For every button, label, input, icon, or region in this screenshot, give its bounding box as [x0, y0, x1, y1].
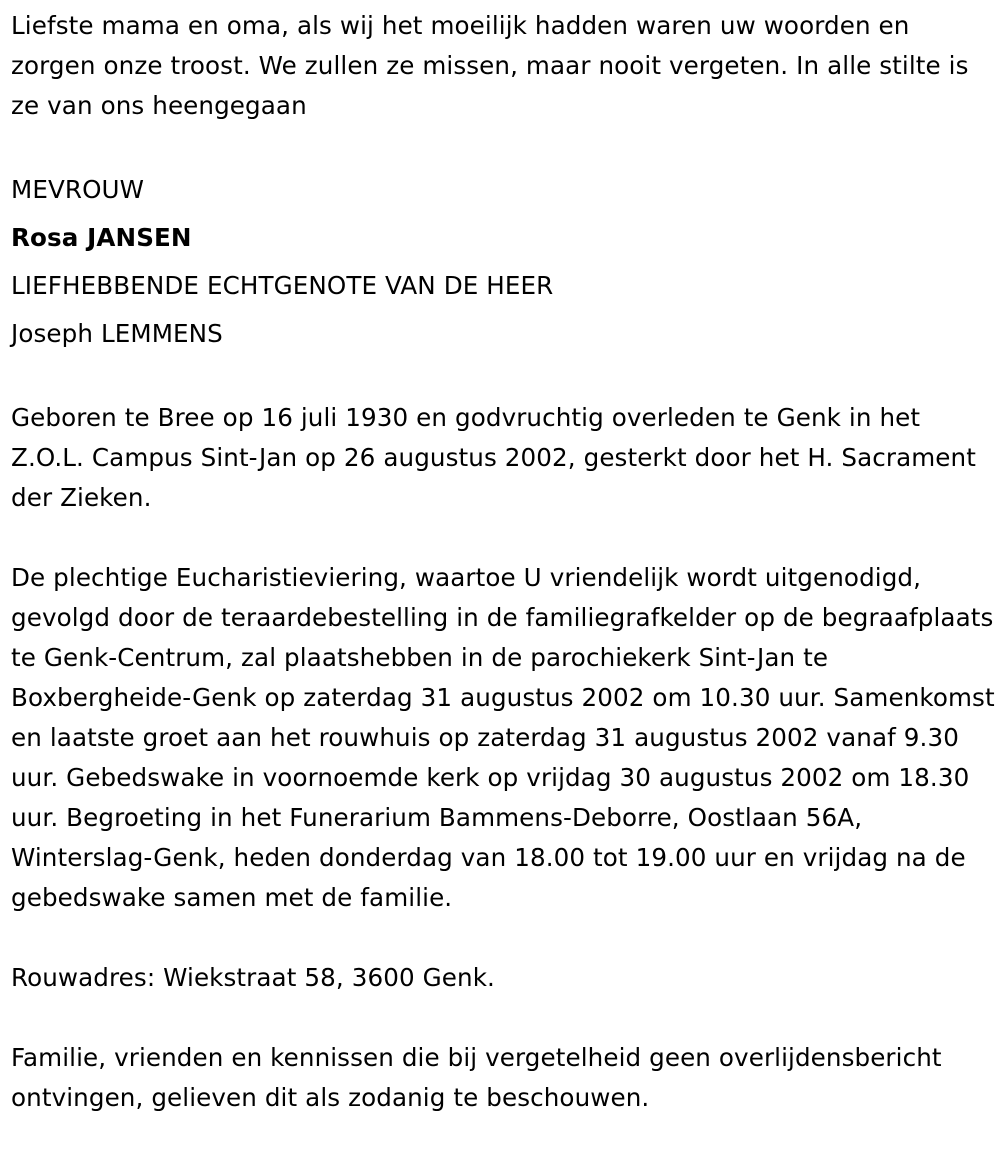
birth-death-paragraph: Geboren te Bree op 16 juli 1930 en godvruchtig overleden te Genk in het Z.O.L. Campus Sint-Jan op 26 augustus 2002, gesterkt door het H. Sacrament der Zieken. — [11, 403, 976, 512]
spouse-name: Joseph LEMMENS — [11, 319, 223, 348]
address-line: Rouwadres: Wiekstraat 58, 3600 Genk. — [11, 963, 495, 992]
spacer — [11, 518, 996, 558]
spacer — [11, 126, 996, 166]
spacer — [11, 358, 996, 398]
notice-paragraph: Familie, vrienden en kennissen die bij vergetelheid geen overlijdensbericht ontvingen, gelieven dit als zodanig te beschouwen. — [11, 1043, 942, 1112]
relation-line: LIEFHEBBENDE ECHTGENOTE VAN DE HEER — [11, 271, 554, 300]
deceased-header — [11, 166, 996, 358]
honorific-title: MEVROUW — [11, 175, 145, 204]
deceased-name: Rosa JANSEN — [11, 223, 192, 252]
intro-paragraph: Liefste mama en oma, als wij het moeilijk hadden waren uw woorden en zorgen onze troost. We zullen ze missen, maar nooit vergeten. In alle stilte is ze van ons heengegaan — [11, 11, 969, 120]
obituary-document — [11, 0, 996, 1118]
spacer — [11, 918, 996, 958]
ceremony-paragraph: De plechtige Eucharistieviering, waartoe U vriendelijk wordt uitgenodigd, gevolgd door de teraardebestelling in de familiegrafkelder op de begraafplaats te Genk-Centrum, zal plaatshebben in de parochiekerk Sint-Jan te Boxbergheide-Genk op zaterdag 31 augustus 2002 om 10.30 uur. Samenkomst en laatste groet aan het rouwhuis op zaterdag 31 augustus 2002 vanaf 9.30 uur. Gebedswake in voornoemde kerk op vrijdag 30 augustus 2002 om 18.30 uur. Begroeting in het Funerarium Bammens-Deborre, Oostlaan 56A, Winterslag-Genk, heden donderdag van 18.00 tot 19.00 uur en vrijdag na de gebedswake samen met de familie. — [11, 563, 995, 912]
spacer — [11, 998, 996, 1038]
